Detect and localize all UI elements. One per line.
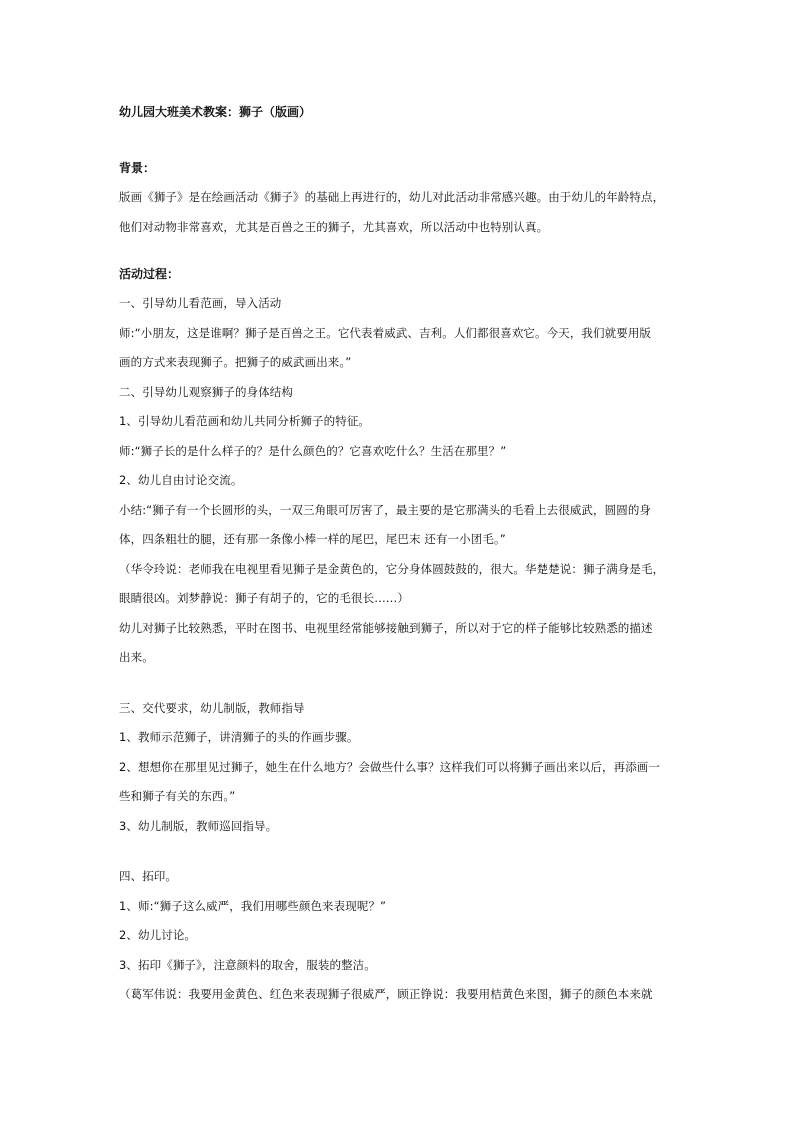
background-heading: 背景：	[119, 161, 156, 175]
process-block-1	[119, 289, 679, 673]
text-line: （葛军伟说：我要用金黄色、红色来表现狮子很威严，顾正铮说：我要用桔黄色来图，狮子的颜色本来就	[119, 987, 653, 1001]
spacer	[119, 841, 679, 862]
text-line: 2、幼儿自由讨论交流。	[119, 473, 243, 487]
text-line: 1、师:“狮子这么威严，我们用哪些颜色来表现呢？”	[119, 898, 387, 913]
process-block-2	[119, 694, 679, 842]
step-heading: 二、引导幼儿观察狮子的身体结构	[119, 384, 293, 399]
text-line: 体，四条粗壮的腿，还有那一条像小棒一样的尾巴，尾巴末 还有一小团毛。”	[119, 532, 506, 546]
process-heading: 活动过程：	[119, 267, 180, 281]
spacer	[119, 242, 679, 263]
spacer	[119, 123, 679, 157]
text-line: （华令玲说：老师我在电视里看见狮子是金黄色的，它分身体圆鼓鼓的，很大。华楚楚说：狮子满身是毛，	[119, 561, 665, 576]
background-paragraph	[119, 183, 679, 242]
step-heading: 一、引导幼儿看范画，导入活动	[119, 296, 282, 310]
step-heading: 四、拓印。	[119, 869, 177, 883]
text-line: 幼儿对狮子比较熟悉，平时在图书、电视里经常能够接触到狮子，所以对于它的样子能够比较熟悉的描述	[119, 620, 653, 635]
text-line: 3、拓印《狮子》，注意颜料的取舍，服装的整洁。	[119, 957, 376, 972]
text-line: 些和狮子有关的东西。”	[119, 789, 236, 803]
step-heading: 三、交代要求，幼儿制版，教师指导	[119, 700, 305, 715]
text-line: 1、教师示范狮子，讲清狮子的头的作画步骤。	[119, 730, 359, 744]
process-block-3	[119, 862, 679, 1010]
text-line: 画的方式来表现狮子。把狮子的威武画出来。”	[119, 355, 352, 369]
text-line: 2、幼儿讨论。	[119, 928, 197, 942]
text-line: 2、想想你在那里见过狮子，她生在什么地方？会做些什么事？这样我们可以将狮子画出来以后，再添画一	[119, 759, 661, 774]
text-line: 眼睛很凶。刘梦静说：狮子有胡子的，它的毛很长……）	[119, 591, 409, 605]
text-line: 出来。	[119, 650, 154, 664]
text-line: 他们对动物非常喜欢，尤其是百兽之王的狮子，尤其喜欢，所以活动中也特别认真。	[119, 219, 549, 234]
text-line: 版画《狮子》是在绘画活动《狮子》的基础上再进行的，幼儿对此活动非常感兴趣。由于幼儿的年龄特点，	[119, 190, 665, 204]
text-line: 1、引导幼儿看范画和幼儿共同分析狮子的特征。	[119, 414, 371, 428]
document-title: 幼儿园大班美术教案：狮子（版画）	[119, 105, 312, 119]
text-line: 师:“小朋友，这是谁啊？狮子是百兽之王。它代表着威武、吉利。人们都很喜欢它。今天，我们就要用版	[119, 325, 652, 340]
document-content	[119, 101, 679, 1010]
text-line: 3、幼儿制版，教师巡回指导。	[119, 818, 278, 833]
text-line: 师:“狮子长的是什么样子的？是什么颜色的？它喜欢吃什么？生活在那里？”	[119, 443, 507, 458]
spacer	[119, 673, 679, 694]
text-line: 小结:“狮子有一个长圆形的头，一双三角眼可厉害了，最主要的是它那满头的毛看上去很威武，圆圆的身	[119, 502, 652, 517]
